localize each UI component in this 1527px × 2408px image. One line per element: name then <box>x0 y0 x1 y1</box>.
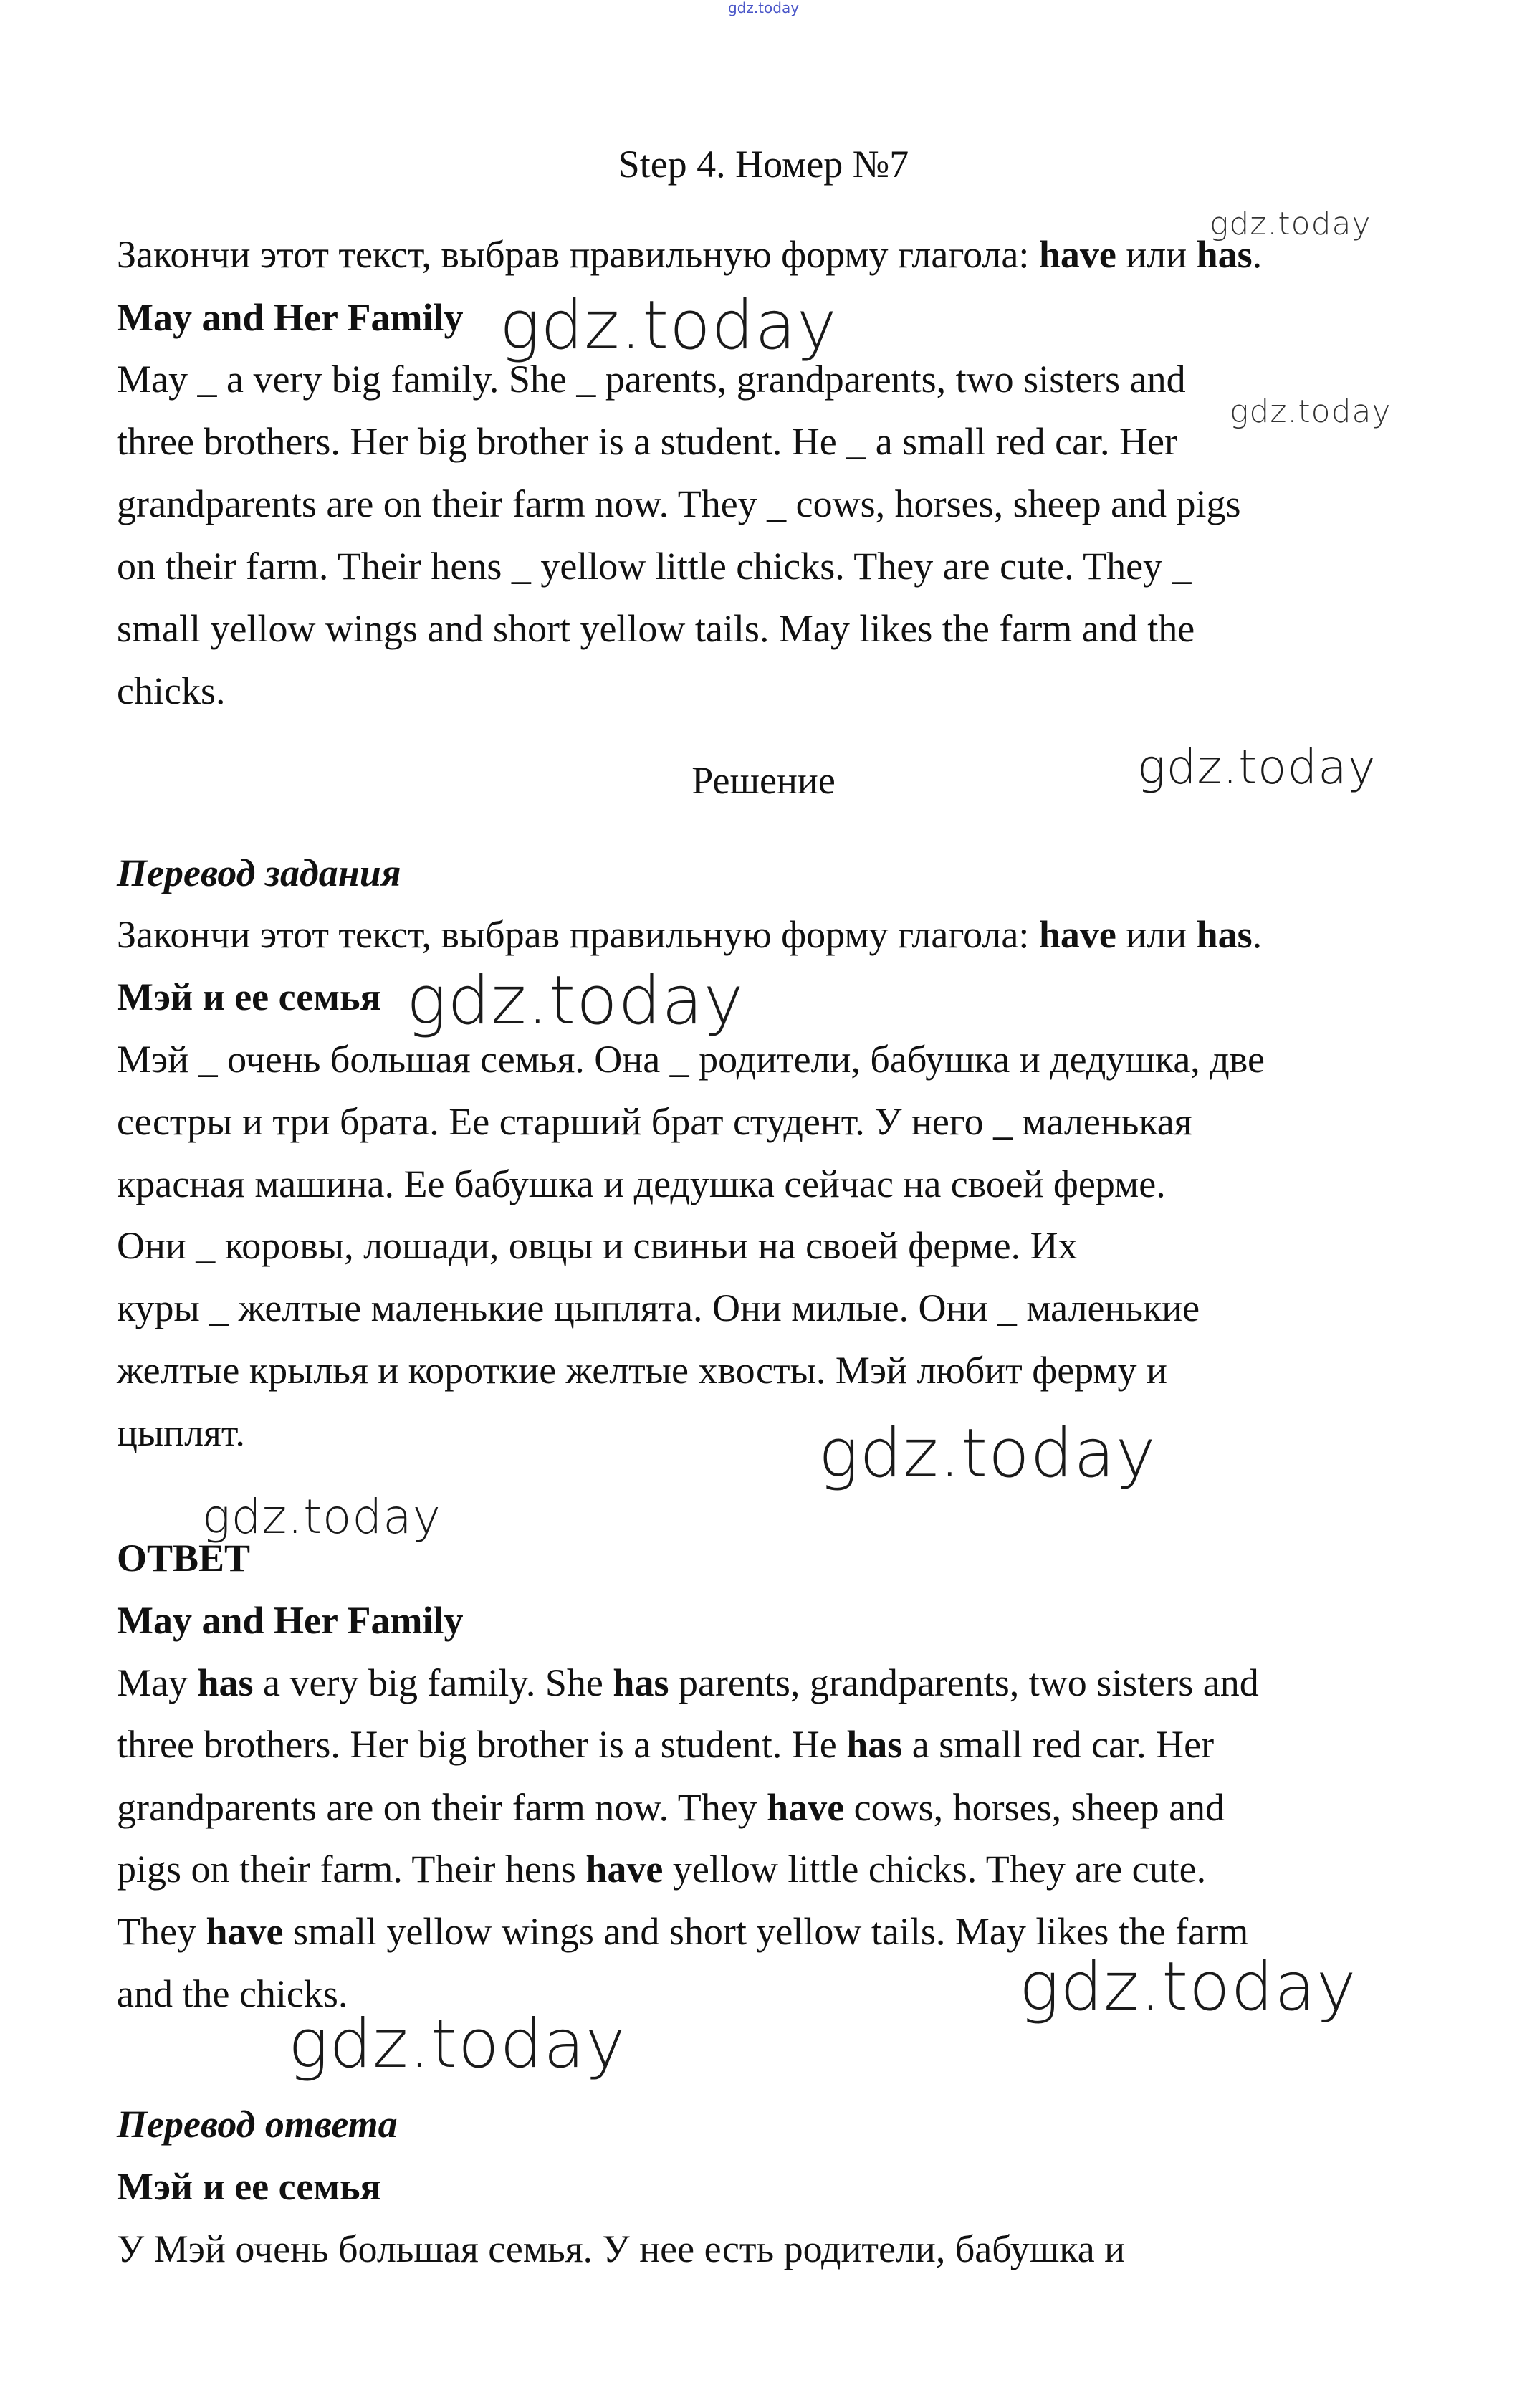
answer-verb: has <box>846 1723 903 1766</box>
answer-verb: have <box>585 1848 664 1891</box>
answer-text: and the chicks. <box>117 1972 348 2015</box>
answer-text: yellow little chicks. They are cute. <box>663 1848 1207 1891</box>
watermark: gdz.today <box>1210 206 1372 242</box>
translation-line: красная машина. Ее бабушка и дедушка сейчас на своей ферме. <box>117 1162 1166 1205</box>
translation-instruction: Закончи этот текст, выбрав правильную форму глагола: have или has. <box>117 913 1263 956</box>
task-line: three brothers. Her big brother is a student. He _ a small red car. Her <box>117 420 1177 463</box>
translation-line: Они _ коровы, лошади, овцы и свиньи на своей ферме. Их <box>117 1224 1078 1267</box>
task-line: small yellow wings and short yellow tails. May likes the farm and the <box>117 607 1195 650</box>
translation-line: Мэй _ очень большая семья. Она _ родители, бабушка и дедушка, две <box>117 1038 1265 1081</box>
watermark: gdz.today <box>1137 740 1377 795</box>
answer-line <box>117 1660 1259 1706</box>
answer-text: three brothers. Her big brother is a student. He <box>117 1723 847 1766</box>
translation-line: желтые крылья и короткие желтые хвосты. Мэй любит ферму и <box>117 1349 1167 1392</box>
answer-translation-line: У Мэй очень большая семья. У нее есть родители, бабушка и <box>117 2227 1126 2270</box>
answer-translation-heading: Перевод ответа <box>117 2103 398 2146</box>
task-line: on their farm. Their hens _ yellow little chicks. They are cute. They _ <box>117 545 1192 588</box>
answer-line <box>117 1784 1225 1830</box>
answer-story-title: May and Her Family <box>117 1599 464 1642</box>
answer-text: parents, grandparents, two sisters and <box>669 1661 1259 1704</box>
watermark: gdz.today <box>202 1489 441 1544</box>
answer-translation-story-title: Мэй и ее семья <box>117 2165 381 2208</box>
answer-text: a very big family. She <box>253 1661 613 1704</box>
top-watermark: gdz.today <box>727 0 800 16</box>
translation-heading: Перевод задания <box>117 851 401 894</box>
task-instruction: Закончи этот текст, выбрав правильную форму глагола: have или has. <box>117 233 1263 276</box>
translation-line: куры _ желтые маленькие цыплята. Они милые. Они _ маленькие <box>117 1286 1200 1329</box>
watermark: gdz.today <box>499 287 838 365</box>
task-line: chicks. <box>117 669 226 712</box>
answer-text: May <box>117 1661 198 1704</box>
translation-story-title: Мэй и ее семья <box>117 975 381 1018</box>
page-title: Step 4. Номер №7 <box>618 143 909 186</box>
answer-text: grandparents are on their farm now. They <box>117 1786 767 1829</box>
translation-line: цыплят. <box>117 1411 245 1454</box>
task-line: May _ a very big family. She _ parents, grandparents, two sisters and <box>117 358 1186 401</box>
answer-line <box>117 1846 1206 1892</box>
translation-line: сестры и три брата. Ее старший брат студент. У него _ маленькая <box>117 1100 1192 1143</box>
answer-text: small yellow wings and short yellow tails. May likes the farm <box>283 1910 1249 1953</box>
answer-verb: has <box>197 1661 254 1704</box>
answer-heading: ОТВЕТ <box>117 1537 251 1580</box>
watermark: gdz.today <box>818 1415 1157 1493</box>
watermark: gdz.today <box>288 2005 626 2083</box>
watermark: gdz.today <box>1019 1948 1357 2026</box>
answer-verb: have <box>206 1910 284 1953</box>
solution-label: Решение <box>691 759 836 802</box>
task-story-title: May and Her Family <box>117 296 464 339</box>
answer-verb: has <box>613 1661 669 1704</box>
watermark: gdz.today <box>1230 393 1392 430</box>
answer-verb: have <box>767 1786 845 1829</box>
answer-text: cows, horses, sheep and <box>844 1786 1225 1829</box>
answer-text: pigs on their farm. Their hens <box>117 1848 586 1891</box>
answer-text: a small red car. Her <box>902 1723 1215 1766</box>
task-line: grandparents are on their farm now. They _ cows, horses, sheep and pigs <box>117 482 1241 525</box>
answer-line <box>117 1721 1214 1767</box>
answer-text: They <box>117 1910 206 1953</box>
watermark: gdz.today <box>406 962 745 1040</box>
